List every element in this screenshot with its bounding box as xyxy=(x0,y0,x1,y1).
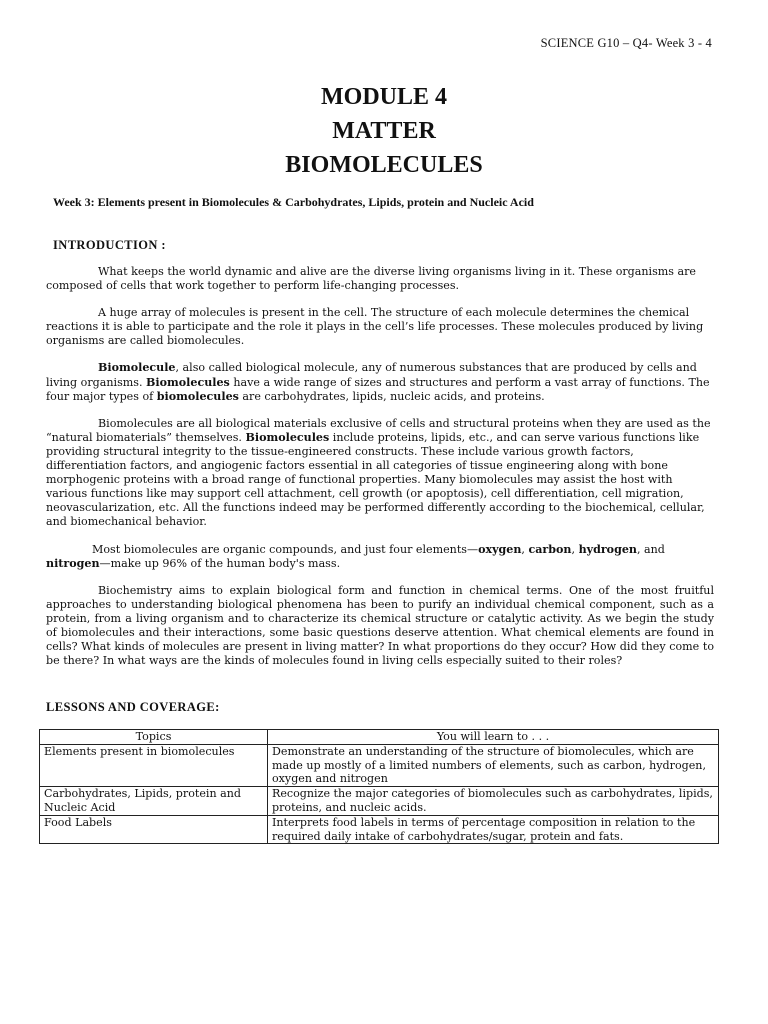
learning-cell: Recognize the major categories of biomolecules such as carbohydrates, lipids, proteins, and nucleic acids. xyxy=(268,787,719,816)
paragraph-2: A huge array of molecules is present in the cell. The structure of each molecule determines the chemical reactions it is able to participate and the role it plays in the cell’s life processes. These molecules produced by living organisms are called biomolecules. xyxy=(46,306,704,348)
topic-cell: Carbohydrates, Lipids, protein and Nucleic Acid xyxy=(40,787,268,816)
course-header: SCIENCE G10 – Q4- Week 3 - 4 xyxy=(540,36,712,50)
text-run: have a wide range of sizes and structures and perform a vast array of functions. The four major types of xyxy=(46,375,710,403)
paragraph-1: What keeps the world dynamic and alive are the diverse living organisms living in it. These organisms are composed of cells that work together to perform life-changing processes. xyxy=(46,265,697,293)
text-run: include proteins, lipids, etc., and can serve various functions like providing structural integrity to the tissue-engineered constructs. These include various growth factors, differentiation factors, and angiogenic factors essential in all categories of tissue engineering along with bone morphogenic proteins with a broad range of functional properties. Many biomolecules may assist the host with various functions like may support cell attachment, cell growth (or apoptosis), cell differentiation, cell migration, neovascularization, etc. All the functions indeed may be performed differently according to the biochemical, cellular, and biomechanical behavior. xyxy=(46,430,705,529)
table-row xyxy=(40,787,719,816)
paragraph-4 xyxy=(46,417,714,530)
text-run: , also called biological molecule, any of numerous substances that are produced by cells and living organisms. xyxy=(46,361,697,389)
paragraph-3 xyxy=(46,361,714,403)
module-title: MODULE 4 xyxy=(321,84,447,110)
learning-cell: Interprets food labels in terms of percentage composition in relation to the required daily intake of carbohydrates/sugar, protein and fats. xyxy=(268,815,719,844)
bold-term: carbon xyxy=(528,542,572,556)
text-run: Biomolecules are all biological materials exclusive of cells and structural proteins when they are used as the “natural biomaterials” themselves. xyxy=(46,416,711,444)
column-header-topics: Topics xyxy=(40,730,268,745)
coverage-table xyxy=(39,729,719,844)
column-header-learn: You will learn to . . . xyxy=(268,730,719,745)
unit-title: MATTER xyxy=(332,118,436,144)
introduction-body xyxy=(46,265,714,681)
topic-title: BIOMOLECULES xyxy=(285,152,483,178)
text-run: , xyxy=(521,542,529,556)
bold-term: biomolecules xyxy=(156,389,239,403)
bold-term: nitrogen xyxy=(46,556,100,570)
text-run: are carbohydrates, lipids, nucleic acids, and proteins. xyxy=(238,389,545,403)
lessons-heading: LESSONS AND COVERAGE: xyxy=(46,700,220,714)
table-row xyxy=(40,815,719,844)
paragraph-6: Biochemistry aims to explain biological form and function in chemical terms. One of the most fruitful approaches to understanding biological phenomena has been to purify an individual chemical component, such as a protein, from a living organism and to characterize its chemical structure or catalytic activity. As we begin the study of biomolecules and their interactions, some basic questions deserve attention. What chemical elements are found in cells? What kinds of molecules are present in living matter? In what proportions do they occur? How did they come to be there? In what ways are the kinds of molecules found in living cells especially suited to their roles? xyxy=(46,583,714,668)
bold-term: Biomolecules xyxy=(146,375,230,389)
bold-term: Biomolecule xyxy=(98,361,176,375)
bold-term: hydrogen xyxy=(578,542,637,556)
table-header-row xyxy=(40,730,719,745)
table-row xyxy=(40,744,719,786)
module-titles xyxy=(0,80,768,182)
bold-term: Biomolecules xyxy=(245,430,330,444)
learning-cell: Demonstrate an understanding of the structure of biomolecules, which are made up mostly of a limited numbers of elements, such as carbon, hydrogen, oxygen and nitrogen xyxy=(268,744,719,786)
topic-cell: Elements present in biomolecules xyxy=(40,744,268,786)
introduction-heading: INTRODUCTION : xyxy=(53,238,166,252)
paragraph-5 xyxy=(46,543,714,571)
text-run: —make up 96% of the human body's mass. xyxy=(99,556,341,570)
text-run: , and xyxy=(636,542,665,556)
text-run: , xyxy=(571,542,579,556)
text-run: Most biomolecules are organic compounds, and just four elements— xyxy=(92,542,479,556)
bold-term: oxygen xyxy=(478,542,522,556)
topic-cell: Food Labels xyxy=(40,815,268,844)
week-heading: Week 3: Elements present in Biomolecules & Carbohydrates, Lipids, protein and Nucleic Acid xyxy=(53,195,534,209)
